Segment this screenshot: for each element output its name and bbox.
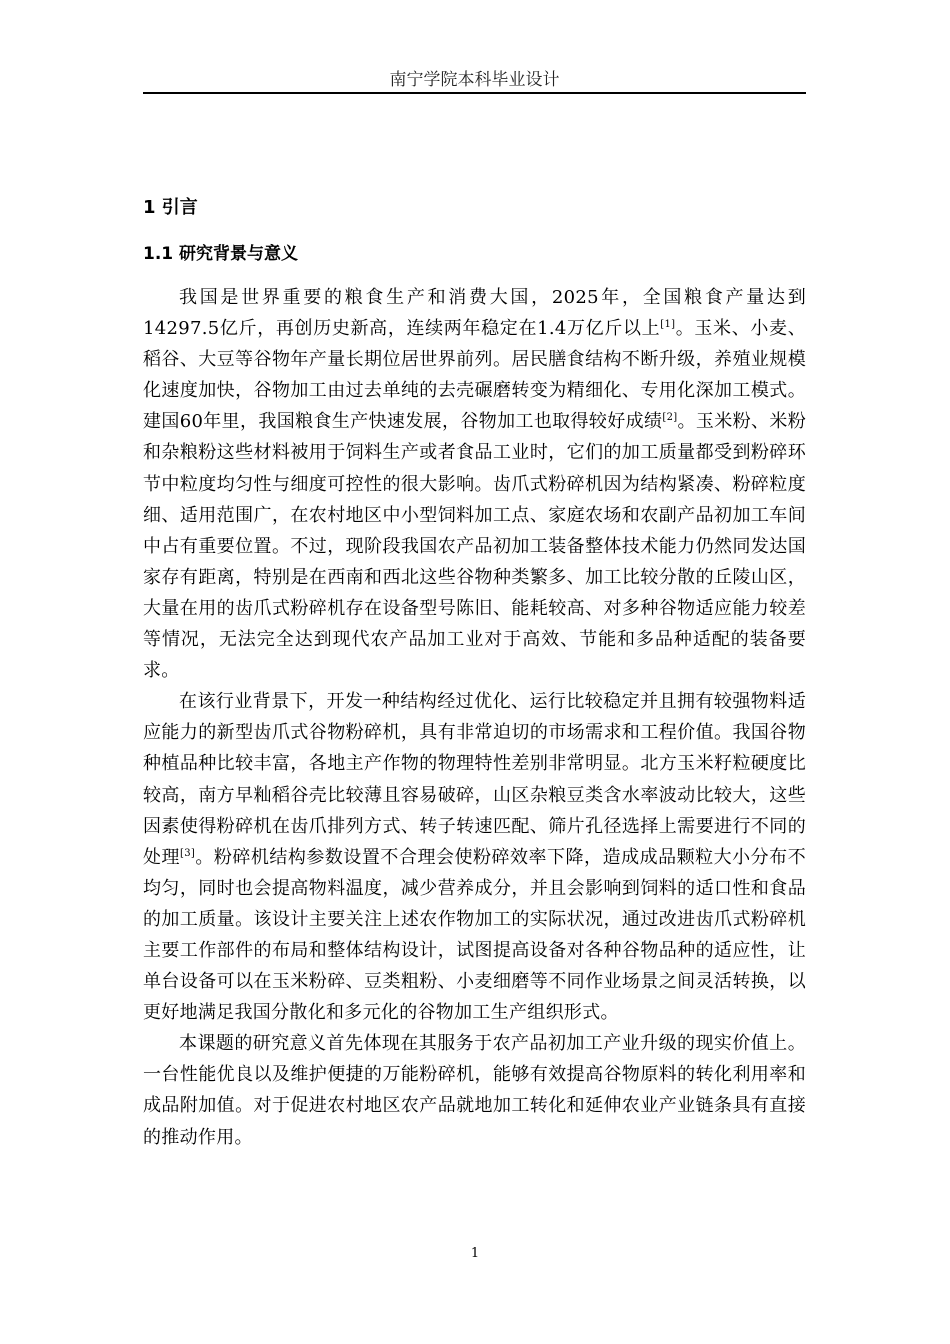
paragraph-text: 。玉米、小麦、稻谷、大豆等谷物年产量长期位居世界前列。居民膳食结构不断升级，养殖业规模化速度加快，谷物加工由过去单纯的去壳碾磨转变为精细化、专用化深加工模式。建国60年里，我国粮食生产快速发展，谷物加工也取得较好成绩 <box>143 318 806 433</box>
paragraph-text: 本课题的研究意义首先体现在其服务于农产品初加工产业升级的现实价值上。一台性能优良以及维护便捷的万能粉碎机，能够有效提高谷物原料的转化利用率和成品附加值。对于促进农村地区农产品就地加工转化和延伸农业产业链条具有直接的推动作用。 <box>143 1033 806 1148</box>
citation-1: [1] <box>660 319 676 331</box>
page-header: 南宁学院本科毕业设计 <box>389 70 560 90</box>
citation-2: [2] <box>662 412 678 424</box>
paragraph-text: 。粉碎机结构参数设置不合理会使粉碎效率下降，造成成品颗粒大小分布不均匀，同时也会提高物料温度，减少营养成分，并且会影响到饲料的适口性和食品的加工质量。该设计主要关注上述农作物加工的实际状况，通过改进齿爪式粉碎机主要工作部件的布局和整体结构设计，试图提高设备对各种谷物品种的适应性，让单台设备可以在玉米粉碎、豆类粗粉、小麦细磨等不同作业场景之间灵活转换，以更好地满足我国分散化和多元化的谷物加工生产组织形式。 <box>143 846 806 1024</box>
section-heading: 1.1 研究背景与意义 <box>143 244 299 264</box>
page-number: 1 <box>470 1246 480 1261</box>
paragraph-3 <box>143 1028 806 1152</box>
header-rule <box>143 92 806 94</box>
paragraph-1 <box>143 282 806 686</box>
paragraph-text: 。玉米粉、米粉和杂粮粉这些材料被用于饲料生产或者食品工业时，它们的加工质量都受到粉碎环节中粒度均匀性与细度可控性的很大影响。齿爪式粉碎机因为结构紧凑、粉碎粒度细、适用范围广，在农村地区中小型饲料加工点、家庭农场和农副产品初加工车间中占有重要位置。不过，现阶段我国农产品初加工装备整体技术能力仍然同发达国家存有距离，特别是在西南和西北这些谷物种类繁多、加工比较分散的丘陵山区，大量在用的齿爪式粉碎机存在设备型号陈旧、能耗较高、对多种谷物适应能力较差等情况，无法完全达到现代农产品加工业对于高效、节能和多品种适配的装备要求。 <box>143 411 806 682</box>
paragraph-2 <box>143 686 806 1028</box>
paragraph-text: 我国是世界重要的粮食生产和消费大国，2025年，全国粮食产量达到14297.5亿斤，再创历史新高，连续两年稳定在1.4万亿斤以上 <box>143 287 806 340</box>
paragraph-text: 在该行业背景下，开发一种结构经过优化、运行比较稳定并且拥有较强物料适应能力的新型齿爪式谷物粉碎机，具有非常迫切的市场需求和工程价值。我国谷物种植品种比较丰富，各地主产作物的物理特性差别非常明显。北方玉米籽粒硬度比较高，南方早籼稻谷壳比较薄且容易破碎，山区杂粮豆类含水率波动比较大，这些因素使得粉碎机在齿爪排列方式、转子转速匹配、筛片孔径选择上需要进行不同的处理 <box>143 691 806 868</box>
body-text <box>143 282 806 1153</box>
chapter-heading: 1 引言 <box>143 197 198 218</box>
citation-3: [3] <box>180 847 196 859</box>
